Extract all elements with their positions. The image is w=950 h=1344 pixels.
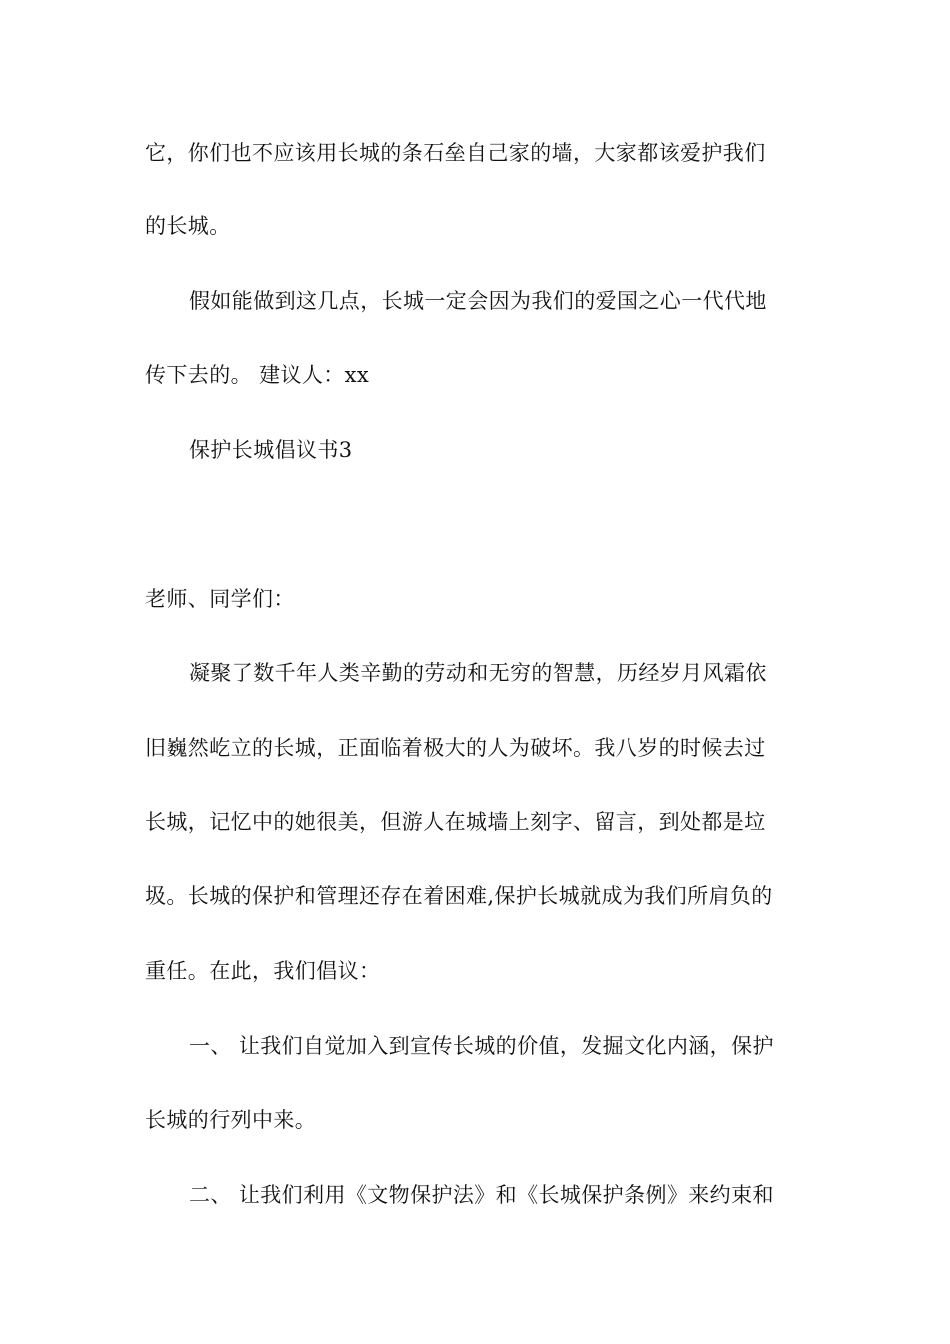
list-item-line: 长城的行列中来。	[145, 1108, 317, 1132]
section-heading: 保护长城倡议书3	[189, 438, 353, 462]
paragraph-line: 的长城。	[145, 214, 231, 238]
paragraph-line: 旧巍然屹立的长城，正面临着极大的人为破坏。我八岁的时候去过	[145, 736, 766, 760]
paragraph-line: 假如能做到这几点，长城一定会因为我们的爱国之心一代代地	[189, 289, 767, 313]
list-item-line: 一、 让我们自觉加入到宣传长城的价值，发掘文化内涵，保护	[189, 1034, 774, 1058]
list-item-line: 二、 让我们利用《文物保护法》和《长城保护条例》来约束和	[189, 1183, 774, 1207]
salutation: 老师、同学们：	[145, 587, 295, 611]
paragraph-line: 凝聚了数千年人类辛勤的劳动和无穷的智慧，历经岁月风霜依	[189, 661, 767, 685]
paragraph-line: 传下去的。 建议人：xx	[145, 363, 370, 387]
paragraph-line: 长城，记忆中的她很美，但游人在城墙上刻字、留言，到处都是垃	[145, 810, 766, 834]
paragraph-line: 重任。在此，我们倡议：	[145, 959, 381, 983]
paragraph-line: 它，你们也不应该用长城的条石垒自己家的墙，大家都该爱护我们	[145, 141, 766, 165]
paragraph-line: 圾。长城的保护和管理还存在着困难,保护长城就成为我们所肩负的	[145, 884, 773, 908]
